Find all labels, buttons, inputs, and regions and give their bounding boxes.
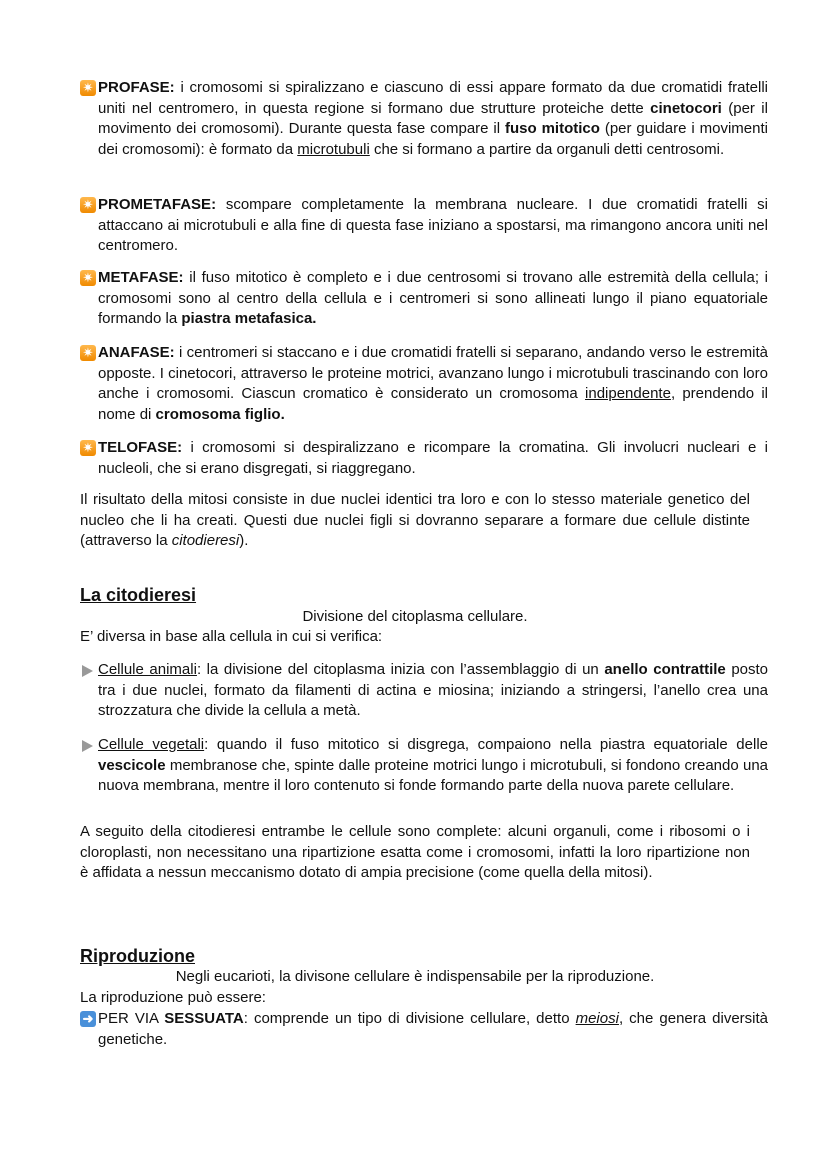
bullet-paragraph	[80, 343, 768, 425]
section-intro: E’ diversa in base alla cellula in cui si verifica:	[80, 628, 383, 645]
underlined-text: microtubuli	[297, 140, 370, 158]
bold-text: cromosoma figlio.	[155, 405, 285, 423]
text: (per il movimento dei cromosomi). Durante questa fase compare il	[98, 99, 768, 137]
bold-text: piastra metafasica.	[181, 310, 317, 327]
bullet-paragraph	[80, 660, 768, 722]
text: Il risultato della mitosi consiste in due nuclei identici tra loro e con lo stesso materiale genetico del nucleo che li ha creati. Questi due nuclei figli si dovranno separare a formare due cellule distinte (attraverso la	[80, 491, 750, 549]
sparkle-icon: ✷	[80, 270, 96, 286]
section-heading-riproduzione: Riproduzione	[80, 946, 195, 966]
text: che si formano a partire da organuli detti centrosomi.	[369, 140, 725, 158]
bold-text: TELOFASE:	[98, 439, 183, 456]
arrow-right-icon: ➜	[80, 1011, 96, 1027]
paragraph	[80, 490, 750, 552]
bullet-paragraph	[80, 78, 768, 160]
text: membranose che, spinte dalle proteine motrici lungo i microtubuli, si fondono creando una nuova membrana, mentre il loro contenuto si fonde formando parte della nuova parete cellulare.	[98, 756, 768, 794]
sparkle-icon: ✷	[80, 345, 96, 361]
triangle-bullet-icon	[82, 740, 93, 752]
bold-text: ANAFASE:	[98, 344, 175, 361]
text: , prendendo il nome di	[98, 385, 768, 423]
text: (per guidare i movimenti dei cromosomi): è formato da	[98, 120, 768, 158]
text: ).	[239, 532, 249, 549]
bullet-paragraph	[80, 1009, 768, 1050]
bold-text: PROMETAFASE:	[98, 196, 217, 213]
bold-text: SESSUATA	[164, 1010, 244, 1027]
bullet-paragraph	[80, 735, 768, 797]
bold-text: cinetocori	[650, 99, 722, 117]
bullet-paragraph	[80, 195, 768, 257]
text: : quando il fuso mitotico si disgrega, compaiono nella piastra equatoriale delle	[204, 736, 768, 753]
section-subtitle: Divisione del citoplasma cellulare.	[302, 608, 528, 625]
text: i centromeri si staccano e i due cromatidi fratelli si separano, andando verso le estremità opposte. I cinetocori, attraverso le proteine motrici, avanzano lungo i microtubuli trascinando con loro anche i cromosomi. Ciascun cromatico è considerato un cromosoma	[98, 344, 768, 402]
sparkle-icon: ✷	[80, 80, 96, 96]
text: : la divisione del citoplasma inizia con l’assemblaggio di un	[196, 661, 605, 678]
underlined-text: meiosi	[575, 1010, 619, 1027]
text: scompare completamente la membrana nucleare. I due cromatidi fratelli si attaccano ai microtubuli e alla fine di questa fase iniziano a spostarsi, ma rimangono ancora uniti nel centromero.	[98, 196, 768, 254]
underlined-text: Cellule vegetali	[98, 736, 205, 753]
text: i cromosomi si spiralizzano e ciascuno di essi appare formato da due cromatidi fratelli uniti nel centromero, in questa regione si formano due strutture proteiche dette	[98, 79, 768, 117]
underlined-text: indipendente	[585, 385, 671, 402]
bullet-paragraph	[80, 438, 768, 479]
text: A seguito della citodieresi entrambe le cellule sono complete: alcuni organuli, come i ribosomi o i cloroplasti, non necessitano una ripartizione esatta come i cromosomi, infatti la loro ripartizione non è affidata a nessun meccanismo dotato di ampia precisione (come quella della mitosi).	[80, 823, 750, 881]
text: citodieresi	[171, 532, 240, 549]
triangle-bullet-icon	[82, 665, 93, 677]
section-heading-citodieresi: La citodieresi	[80, 585, 197, 605]
section-subtitle: Negli eucarioti, la divisone cellulare è indispensabile per la riproduzione.	[175, 968, 655, 985]
sparkle-icon: ✷	[80, 197, 96, 213]
bullet-paragraph	[80, 268, 768, 330]
text: i cromosomi si despiralizzano e ricompare la cromatina. Gli involucri nucleari e i nucleoli, che si erano disgregati, si riaggregano.	[98, 439, 768, 477]
text: il fuso mitotico è completo e i due centrosomi si trovano alle estremità della cellula; i cromosomi sono al centro della cellula e i centromeri si sono allineati lungo il piano equatoriale formando la	[98, 269, 768, 327]
text: posto tra i due nuclei, formato da filamenti di actina e miosina; iniziando a stringersi, l’anello crea una strozzatura che divide la cellula a metà.	[98, 661, 769, 719]
text: : comprende un tipo di divisione cellulare, detto	[243, 1010, 576, 1027]
sparkle-icon: ✷	[80, 440, 96, 456]
bold-text: fuso mitotico	[505, 120, 600, 137]
bold-text: anello contrattile	[604, 661, 726, 678]
section-intro: La riproduzione può essere:	[80, 989, 266, 1006]
bold-text: METAFASE:	[98, 269, 184, 286]
paragraph	[80, 822, 750, 884]
text: , che genera diversità genetiche.	[98, 1010, 768, 1048]
bold-text: vescicole	[98, 756, 166, 774]
underlined-text: Cellule animali	[98, 661, 197, 678]
text: PER VIA	[98, 1010, 165, 1027]
bold-text: PROFASE:	[98, 79, 175, 96]
